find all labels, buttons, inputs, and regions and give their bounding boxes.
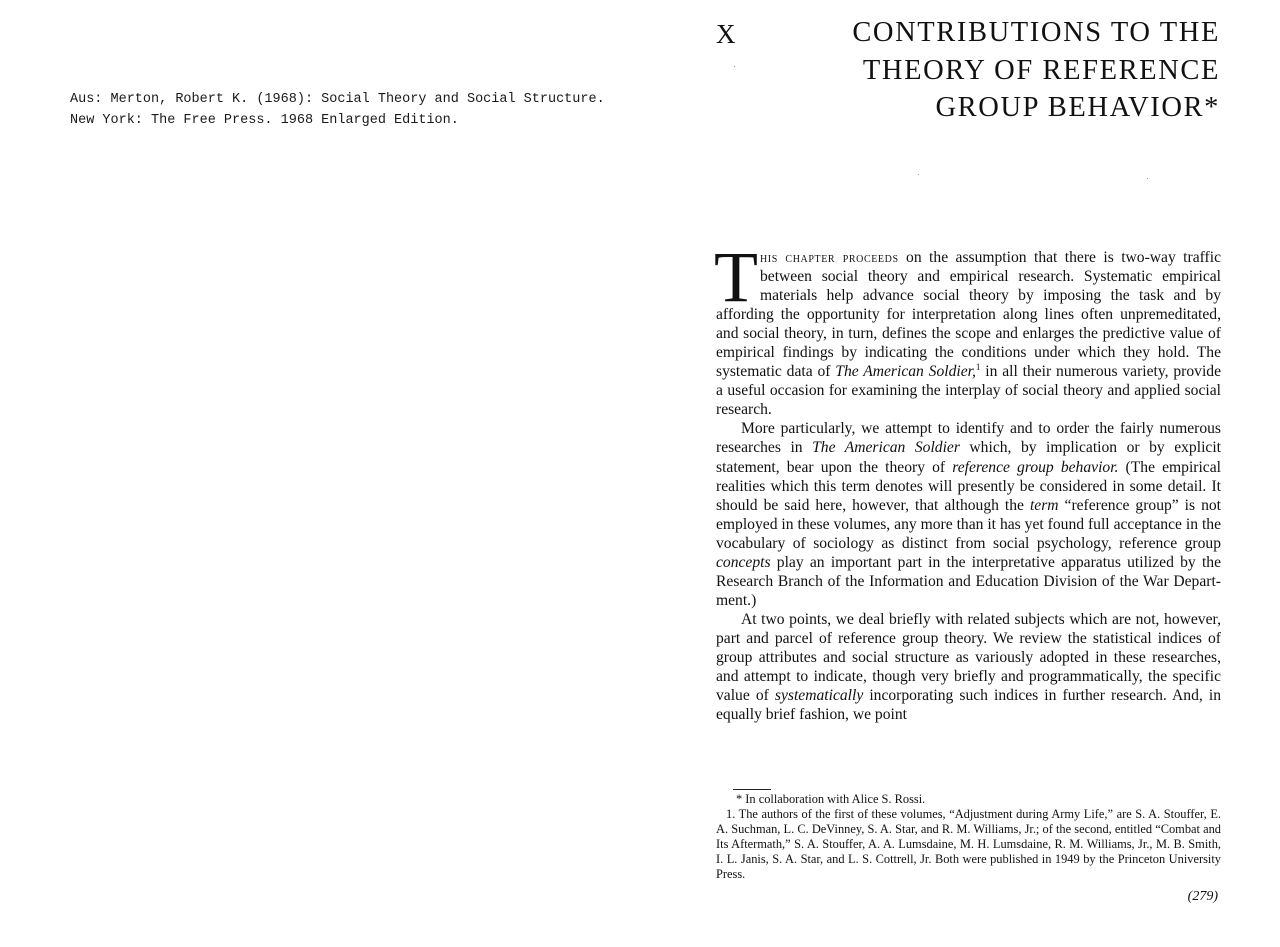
scan-speck (918, 174, 919, 175)
opening-small-caps: his chapter proceeds (759, 250, 899, 265)
scan-speck (1147, 178, 1148, 179)
source-citation-line-1: Aus: Merton, Robert K. (1968): Social Theory and Social Structure. (70, 92, 605, 107)
source-citation-line-2: New York: The Free Press. 1968 Enlarged Edition. (70, 113, 459, 128)
chapter-number: X (716, 19, 736, 49)
paragraph-2-text-d: “reference group” is not employed in these volumes, any more than it has yet found full acceptance in the vocabulary of sociology as distinct from social psychology, reference group (716, 496, 1221, 552)
paragraph-2-italic-2: reference group behavior. (952, 458, 1119, 476)
chapter-title-line-1: CONTRIBUTIONS TO THE (852, 17, 1220, 48)
paragraph-3-text-a: At two points, we deal briefly with related subjects which are not, however, part and parcel of reference group theory. We review the statistical indices of group attributes and social structure as variously adopted in these researches, and attempt to indicate, though very briefly and programmatically, the specific value of (716, 610, 1221, 705)
paragraph-1 (714, 237, 1222, 419)
footnotes (716, 792, 1221, 883)
paragraph-3-italic-1: systematically (774, 687, 864, 705)
paragraph-2-italic-1: The American Soldier (812, 439, 960, 457)
paragraph-2 (716, 419, 1221, 609)
footnote-1: 1. The authors of the first of these volumes, “Adjustment during Army Life,” are S. A. Stouffer, E. A. Suchman, L. C. DeVinney, S. A. Star, and R. M. Williams, Jr.; of the second, entitled “Combat and Its Aftermath,” S. A. Stouffer, A. A. Lumsdaine, M. H. Lumsdaine, R. M. Williams, Jr., M. B. Smith, I. L. Janis, S. A. Star, and L. S. Cottrell, Jr. Both were published in 1949 by the Princeton University Press. (716, 807, 1221, 882)
paragraph-2-italic-4: concepts (716, 553, 771, 571)
paragraph-2-text-b: which, by implication or by explicit statement, bear upon the theory of (716, 439, 1221, 476)
paragraph-3 (716, 610, 1221, 724)
chapter-title-line-2: THEORY OF REFERENCE (862, 54, 1220, 86)
drop-cap: T (714, 237, 758, 317)
scan-speck (734, 66, 735, 67)
chapter-title (800, 14, 1220, 127)
footnote-ref-1: 1 (975, 362, 981, 373)
source-citation (70, 89, 605, 131)
paragraph-1-text-a: on the assumption that there is two-way traffic between social theory and empirical research. Systematic empirical materials help advance social theory by imposing the task and by affording the opportunity for interpretation along lines often unpremeditated, and social theory, in turn, defines the scope and enlarges the predictive value of empirical findings by indicating the conditions under which they hold. The systematic data of (716, 249, 1221, 381)
paragraph-2-text-a: More particularly, we attempt to identify and to order the fairly numerous researches in (716, 420, 1221, 457)
footnote-star: * In collaboration with Alice S. Rossi. (736, 792, 926, 806)
chapter-title-line-3: GROUP BEHAVIOR* (935, 92, 1220, 123)
book-title-italic: The American Soldier, (835, 363, 976, 381)
footnote-separator (733, 789, 771, 790)
paragraph-2-italic-3: term (1029, 496, 1059, 514)
paragraph-3-text-b: incorporating such indices in further research. And, in equally brief fashion, we point (716, 687, 1221, 724)
paragraph-1-text-b: in all their numerous variety, provide a useful occasion for examining the interplay of social theory and applied social research. (716, 363, 1222, 419)
paragraph-2-text-c: (The empirical realities which this term denotes will presently be considered in some detail. It should be said here, however, that although the (716, 458, 1221, 514)
paragraph-2-text-e: play an important part in the interpretative apparatus utilized by the Research Branch of the Information and Education Division of the War Department.) (716, 553, 1221, 609)
chapter-body (714, 237, 1222, 724)
page-number: (279) (1187, 889, 1218, 904)
